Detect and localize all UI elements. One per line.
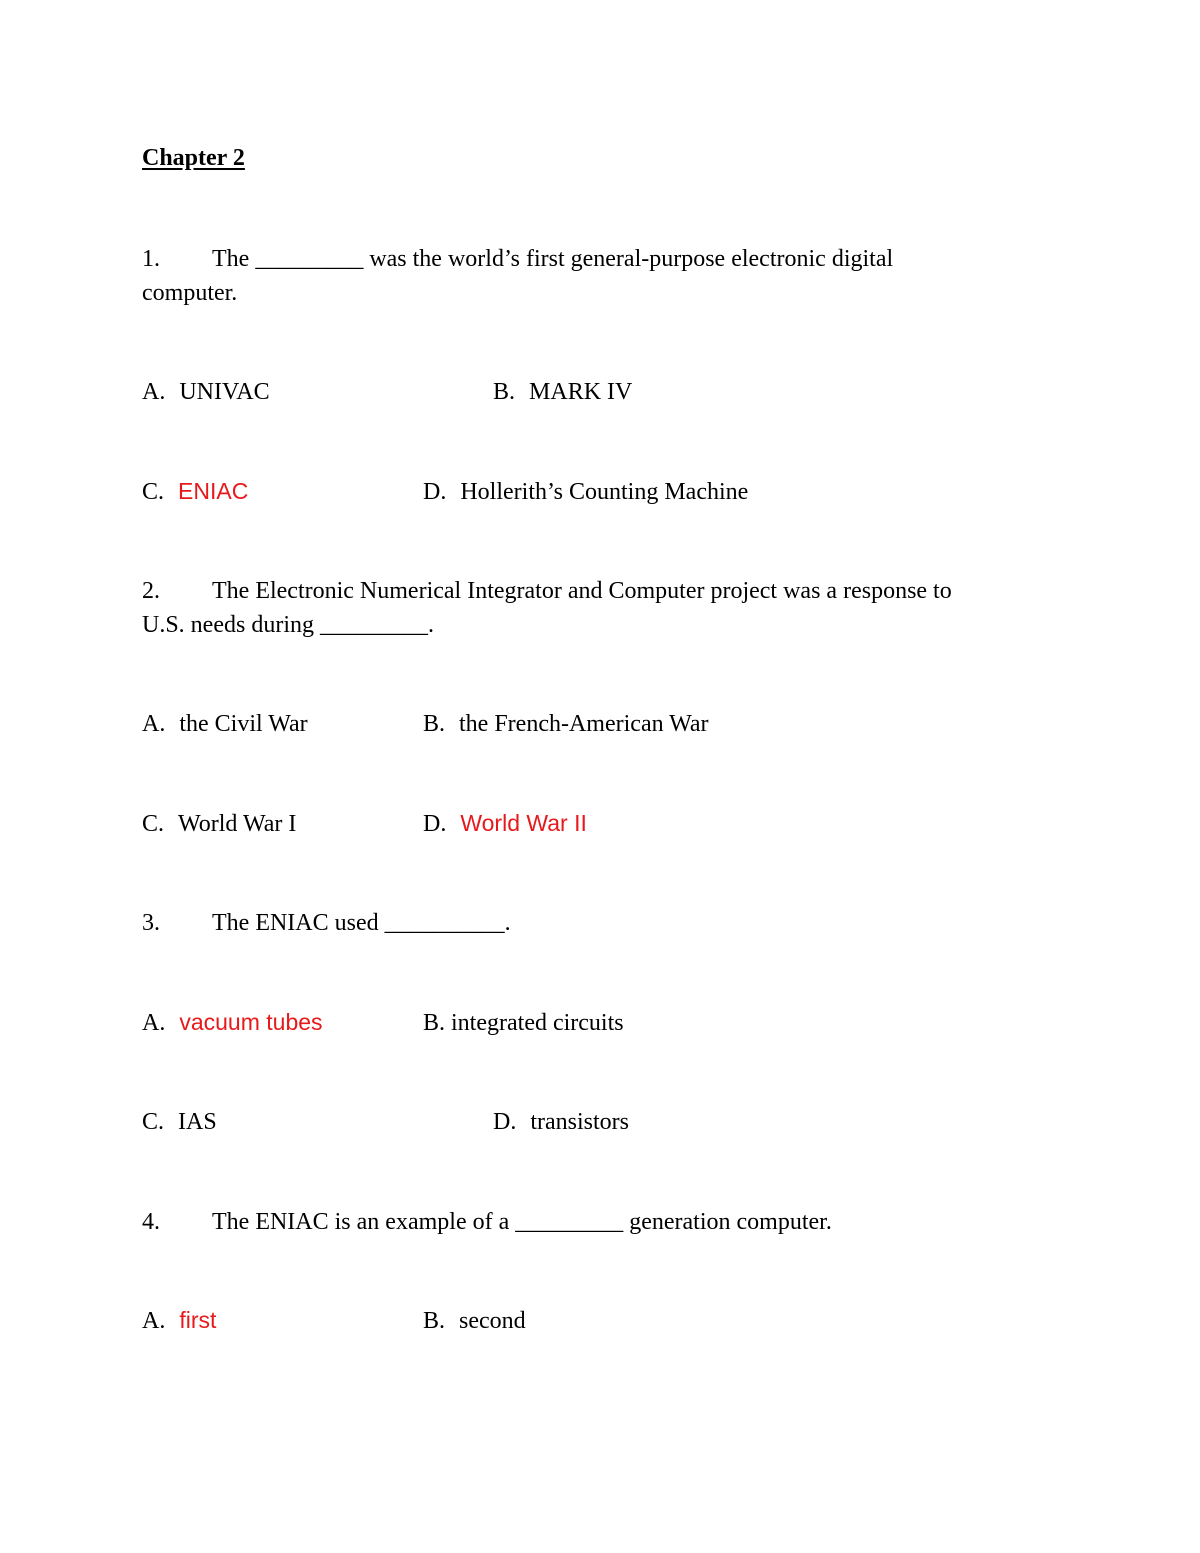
question-1-text-continued: computer. — [142, 280, 238, 306]
page-title: Chapter 2 — [142, 145, 245, 171]
question-2-text-continued: U.S. needs during _________. — [142, 612, 434, 638]
question-4-number: 4. — [142, 1209, 160, 1235]
option-letter: C. — [142, 1109, 165, 1135]
option-text: the French-American War — [459, 711, 709, 737]
question-4-text: The ENIAC is an example of a _________ generation computer. — [212, 1209, 832, 1235]
option-letter: B. — [423, 1010, 446, 1036]
option-letter: A. — [142, 1308, 166, 1334]
option-letter: D. — [423, 479, 447, 505]
option-letter: A. — [142, 1010, 166, 1036]
option-text: World War I — [178, 811, 297, 837]
option-letter: D. — [423, 811, 447, 837]
option-letter: A. — [142, 711, 166, 737]
question-2-text: The Electronic Numerical Integrator and Computer project was a response to — [212, 578, 952, 604]
option-text: IAS — [178, 1109, 217, 1135]
question-1-option-b — [493, 380, 632, 404]
option-letter: D. — [493, 1109, 517, 1135]
option-letter: C. — [142, 479, 165, 505]
question-1-option-a — [142, 380, 270, 404]
option-text: transistors — [530, 1109, 630, 1135]
question-2-option-b — [423, 712, 709, 736]
question-3-text: The ENIAC used __________. — [212, 910, 511, 936]
correct-answer-text: vacuum tubes — [179, 1009, 323, 1035]
option-text: MARK IV — [529, 379, 633, 405]
option-text: second — [459, 1308, 526, 1334]
question-4-option-b — [423, 1309, 526, 1333]
question-1-text: The _________ was the world’s first general-purpose electronic digital — [212, 246, 894, 272]
option-text: Hollerith’s Counting Machine — [460, 479, 749, 505]
question-3-option-a — [142, 1011, 323, 1035]
question-2-option-c — [142, 812, 296, 836]
question-1-option-d — [423, 480, 748, 504]
question-2-option-a — [142, 712, 308, 736]
question-3-number: 3. — [142, 910, 160, 936]
correct-answer-text: ENIAC — [178, 478, 249, 504]
option-letter: B. — [423, 711, 446, 737]
correct-answer-text: World War II — [460, 810, 587, 836]
question-4-option-a — [142, 1309, 216, 1333]
question-2-number: 2. — [142, 578, 160, 604]
question-1-option-c — [142, 480, 248, 504]
option-letter: C. — [142, 811, 165, 837]
option-text: UNIVAC — [179, 379, 270, 405]
question-3-option-d — [493, 1110, 629, 1134]
option-text: the Civil War — [179, 711, 308, 737]
option-letter: B. — [423, 1308, 446, 1334]
question-2-option-d — [423, 812, 587, 836]
question-1-number: 1. — [142, 246, 160, 272]
option-letter: B. — [493, 379, 516, 405]
correct-answer-text: first — [179, 1307, 217, 1333]
question-3-option-c — [142, 1110, 217, 1134]
question-3-option-b — [423, 1011, 624, 1035]
option-text: integrated circuits — [451, 1010, 624, 1036]
option-letter: A. — [142, 379, 166, 405]
